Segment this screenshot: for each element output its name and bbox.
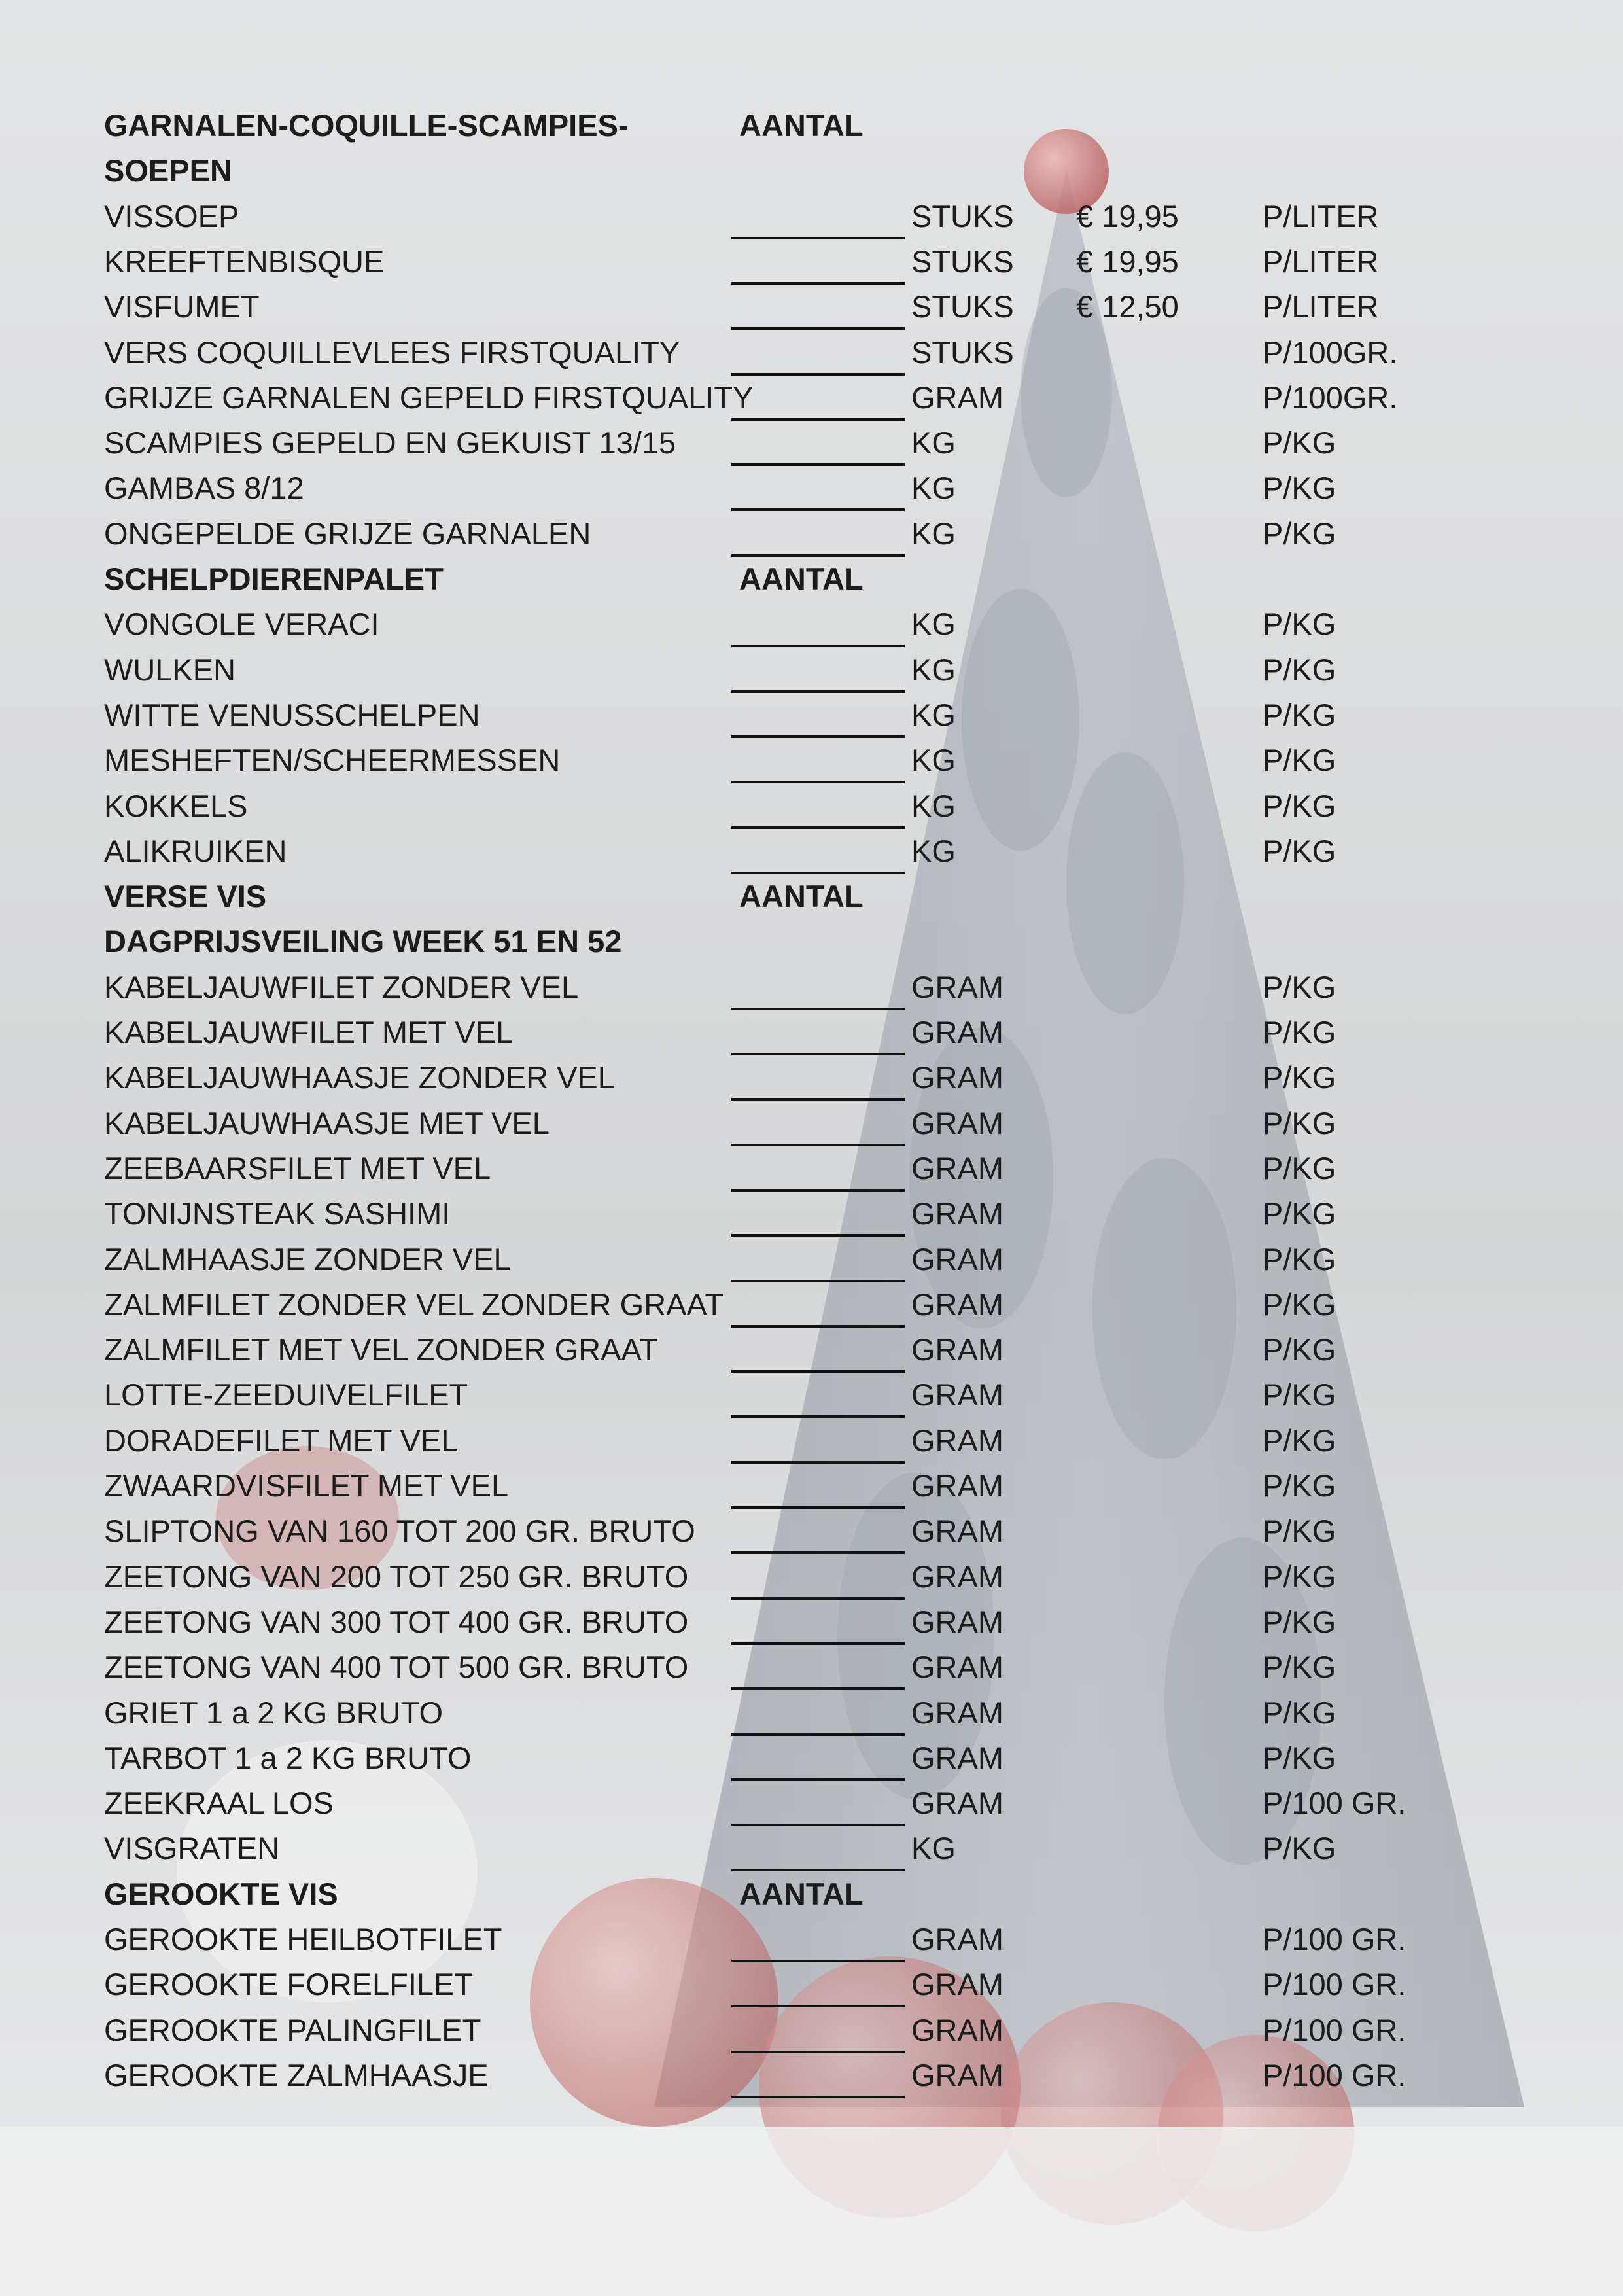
section-title: SCHELPDIERENPALET bbox=[104, 561, 444, 596]
product-unit: GRAM bbox=[911, 1695, 1003, 1730]
product-unit: STUKS bbox=[911, 289, 1014, 325]
product-name: MESHEFTEN/SCHEERMESSEN bbox=[104, 743, 561, 778]
price-per-unit: P/100 GR. bbox=[1263, 2057, 1406, 2093]
product-price: € 12,50 bbox=[1076, 289, 1179, 325]
product-unit: GRAM bbox=[911, 1015, 1003, 1050]
product-row bbox=[0, 1010, 1623, 1055]
product-name: WITTE VENUSSCHELPEN bbox=[104, 697, 480, 732]
price-per-unit: P/KG bbox=[1263, 788, 1336, 823]
section-title: SOEPEN bbox=[104, 153, 232, 188]
product-unit: KG bbox=[911, 833, 956, 868]
product-unit: GRAM bbox=[911, 1105, 1003, 1140]
product-row bbox=[0, 1237, 1623, 1282]
product-unit: GRAM bbox=[911, 1604, 1003, 1639]
product-row bbox=[0, 375, 1623, 420]
product-row bbox=[0, 1146, 1623, 1191]
product-row bbox=[0, 284, 1623, 329]
product-unit: GRAM bbox=[911, 1922, 1003, 1956]
section-title: VERSE VIS bbox=[104, 879, 267, 914]
product-row bbox=[0, 511, 1623, 556]
product-name: ZALMFILET ZONDER VEL ZONDER GRAAT bbox=[104, 1286, 724, 1322]
product-row bbox=[0, 1916, 1623, 1962]
price-per-unit: P/KG bbox=[1263, 652, 1336, 687]
section-header bbox=[0, 919, 1623, 964]
price-per-unit: P/100 GR. bbox=[1263, 2012, 1406, 2047]
quantity-header: AANTAL bbox=[739, 879, 864, 914]
product-name: SCAMPIES GEPELD EN GEKUIST 13/15 bbox=[104, 425, 676, 461]
price-per-unit: P/KG bbox=[1263, 1695, 1336, 1730]
product-price: € 19,95 bbox=[1076, 198, 1179, 234]
section-title: DAGPRIJSVEILING WEEK 51 EN 52 bbox=[104, 924, 622, 959]
product-unit: STUKS bbox=[911, 198, 1014, 234]
section-header bbox=[0, 1871, 1623, 1916]
price-per-unit: P/KG bbox=[1263, 1196, 1336, 1231]
product-unit: KG bbox=[911, 788, 956, 823]
price-per-unit: P/KG bbox=[1263, 697, 1336, 732]
product-unit: STUKS bbox=[911, 334, 1014, 370]
product-unit: GRAM bbox=[911, 2057, 1003, 2093]
product-name: TARBOT 1 a 2 KG BRUTO bbox=[104, 1740, 472, 1775]
price-per-unit: P/KG bbox=[1263, 470, 1336, 506]
product-unit: GRAM bbox=[911, 1196, 1003, 1231]
product-name: ZEEKRAAL LOS bbox=[104, 1786, 334, 1821]
price-per-unit: P/KG bbox=[1263, 1604, 1336, 1639]
section-header bbox=[0, 556, 1623, 601]
product-row bbox=[0, 692, 1623, 737]
product-name: KABELJAUWHAASJE MET VEL bbox=[104, 1105, 550, 1140]
price-per-unit: P/KG bbox=[1263, 425, 1336, 461]
product-unit: GRAM bbox=[911, 1332, 1003, 1368]
product-name: ZALMFILET MET VEL ZONDER GRAAT bbox=[104, 1332, 659, 1368]
quantity-header: AANTAL bbox=[739, 108, 864, 143]
product-unit: GRAM bbox=[911, 380, 1003, 415]
price-per-unit: P/KG bbox=[1263, 1422, 1336, 1458]
price-per-unit: P/LITER bbox=[1263, 198, 1379, 234]
product-row bbox=[0, 647, 1623, 692]
product-row bbox=[0, 964, 1623, 1010]
price-per-unit: P/KG bbox=[1263, 1105, 1336, 1140]
product-name: VISFUMET bbox=[104, 289, 260, 325]
price-per-unit: P/100GR. bbox=[1263, 380, 1398, 415]
product-row bbox=[0, 783, 1623, 828]
product-name: ZEEBAARSFILET MET VEL bbox=[104, 1150, 491, 1186]
product-row bbox=[0, 1735, 1623, 1780]
price-per-unit: P/KG bbox=[1263, 833, 1336, 868]
price-per-unit: P/KG bbox=[1263, 1468, 1336, 1503]
product-row bbox=[0, 1191, 1623, 1236]
product-name: GEROOKTE FORELFILET bbox=[104, 1967, 474, 2002]
product-row bbox=[0, 194, 1623, 239]
product-unit: KG bbox=[911, 516, 956, 551]
price-per-unit: P/KG bbox=[1263, 1015, 1336, 1050]
price-per-unit: P/LITER bbox=[1263, 289, 1379, 325]
product-unit: GRAM bbox=[911, 1559, 1003, 1594]
product-unit: KG bbox=[911, 697, 956, 732]
product-row bbox=[0, 737, 1623, 783]
product-name: VISSOEP bbox=[104, 198, 239, 234]
product-row bbox=[0, 239, 1623, 284]
product-name: KOKKELS bbox=[104, 788, 248, 823]
product-name: TONIJNSTEAK SASHIMI bbox=[104, 1196, 451, 1231]
product-name: GEROOKTE PALINGFILET bbox=[104, 2012, 481, 2047]
product-unit: KG bbox=[911, 743, 956, 778]
product-row bbox=[0, 601, 1623, 646]
product-row bbox=[0, 1780, 1623, 1826]
product-row bbox=[0, 2007, 1623, 2053]
quantity-input-line[interactable] bbox=[731, 2096, 905, 2098]
product-row bbox=[0, 420, 1623, 465]
price-per-unit: P/KG bbox=[1263, 1559, 1336, 1594]
section-title: GEROOKTE VIS bbox=[104, 1876, 338, 1911]
product-name: GEROOKTE ZALMHAASJE bbox=[104, 2057, 489, 2093]
product-unit: GRAM bbox=[911, 1286, 1003, 1322]
product-unit: GRAM bbox=[911, 1241, 1003, 1277]
section-title: GARNALEN-COQUILLE-SCAMPIES- bbox=[104, 108, 629, 143]
product-unit: KG bbox=[911, 1831, 956, 1866]
product-row bbox=[0, 1372, 1623, 1417]
product-name: LOTTE-ZEEDUIVELFILET bbox=[104, 1377, 468, 1413]
price-per-unit: P/100 GR. bbox=[1263, 1967, 1406, 2002]
price-per-unit: P/100GR. bbox=[1263, 334, 1398, 370]
product-row bbox=[0, 1826, 1623, 1871]
product-name: SLIPTONG VAN 160 TOT 200 GR. BRUTO bbox=[104, 1513, 695, 1549]
product-name: ZEETONG VAN 400 TOT 500 GR. BRUTO bbox=[104, 1650, 689, 1685]
product-unit: GRAM bbox=[911, 1150, 1003, 1186]
product-unit: GRAM bbox=[911, 1740, 1003, 1775]
product-name: GAMBAS 8/12 bbox=[104, 470, 304, 506]
product-unit: GRAM bbox=[911, 1786, 1003, 1821]
price-per-unit: P/KG bbox=[1263, 1650, 1336, 1685]
product-name: VONGOLE VERACI bbox=[104, 607, 379, 642]
product-unit: GRAM bbox=[911, 1468, 1003, 1503]
section-header bbox=[0, 103, 1623, 148]
product-name: ONGEPELDE GRIJZE GARNALEN bbox=[104, 516, 591, 551]
price-per-unit: P/KG bbox=[1263, 743, 1336, 778]
price-per-unit: P/KG bbox=[1263, 1150, 1336, 1186]
product-row bbox=[0, 1055, 1623, 1100]
product-name: KABELJAUWFILET ZONDER VEL bbox=[104, 969, 579, 1004]
product-row bbox=[0, 330, 1623, 375]
product-name: GRIJZE GARNALEN GEPELD FIRSTQUALITY bbox=[104, 380, 754, 415]
product-row bbox=[0, 2053, 1623, 2098]
product-row bbox=[0, 1101, 1623, 1146]
product-name: ZALMHAASJE ZONDER VEL bbox=[104, 1241, 511, 1277]
product-row bbox=[0, 1690, 1623, 1735]
price-per-unit: P/KG bbox=[1263, 607, 1336, 642]
product-row bbox=[0, 1508, 1623, 1553]
product-row bbox=[0, 465, 1623, 510]
product-name: VISGRATEN bbox=[104, 1831, 280, 1866]
quantity-header: AANTAL bbox=[739, 1876, 864, 1911]
product-unit: GRAM bbox=[911, 969, 1003, 1004]
price-per-unit: P/KG bbox=[1263, 1241, 1336, 1277]
product-row bbox=[0, 1962, 1623, 2007]
product-price: € 19,95 bbox=[1076, 243, 1179, 279]
price-per-unit: P/KG bbox=[1263, 516, 1336, 551]
product-unit: KG bbox=[911, 652, 956, 687]
section-header bbox=[0, 874, 1623, 919]
price-per-unit: P/KG bbox=[1263, 1513, 1336, 1549]
price-per-unit: P/KG bbox=[1263, 969, 1336, 1004]
product-name: ZEETONG VAN 200 TOT 250 GR. BRUTO bbox=[104, 1559, 689, 1594]
product-row bbox=[0, 1463, 1623, 1508]
product-name: WULKEN bbox=[104, 652, 236, 687]
product-row bbox=[0, 1282, 1623, 1327]
price-per-unit: P/KG bbox=[1263, 1060, 1336, 1095]
product-name: GEROOKTE HEILBOTFILET bbox=[104, 1922, 502, 1956]
product-unit: GRAM bbox=[911, 2012, 1003, 2047]
product-row bbox=[0, 1327, 1623, 1372]
price-per-unit: P/KG bbox=[1263, 1332, 1336, 1368]
product-unit: STUKS bbox=[911, 243, 1014, 279]
product-row bbox=[0, 1554, 1623, 1599]
product-unit: GRAM bbox=[911, 1967, 1003, 2002]
product-unit: KG bbox=[911, 425, 956, 461]
product-unit: KG bbox=[911, 470, 956, 506]
quantity-header: AANTAL bbox=[739, 561, 864, 596]
product-name: DORADEFILET MET VEL bbox=[104, 1422, 459, 1458]
product-unit: GRAM bbox=[911, 1377, 1003, 1413]
product-row bbox=[0, 1644, 1623, 1689]
product-row bbox=[0, 1418, 1623, 1463]
product-name: KABELJAUWHAASJE ZONDER VEL bbox=[104, 1060, 615, 1095]
price-per-unit: P/LITER bbox=[1263, 243, 1379, 279]
product-unit: GRAM bbox=[911, 1060, 1003, 1095]
price-per-unit: P/KG bbox=[1263, 1286, 1336, 1322]
product-unit: GRAM bbox=[911, 1650, 1003, 1685]
product-name: GRIET 1 a 2 KG BRUTO bbox=[104, 1695, 444, 1730]
price-per-unit: P/KG bbox=[1263, 1377, 1336, 1413]
product-name: VERS COQUILLEVLEES FIRSTQUALITY bbox=[104, 334, 680, 370]
section-header bbox=[0, 148, 1623, 193]
product-name: KREEFTENBISQUE bbox=[104, 243, 385, 279]
product-row bbox=[0, 1599, 1623, 1644]
price-per-unit: P/KG bbox=[1263, 1740, 1336, 1775]
product-row bbox=[0, 828, 1623, 874]
product-name: ALIKRUIKEN bbox=[104, 833, 287, 868]
price-per-unit: P/KG bbox=[1263, 1831, 1336, 1866]
price-per-unit: P/100 GR. bbox=[1263, 1786, 1406, 1821]
product-unit: KG bbox=[911, 607, 956, 642]
product-name: ZEETONG VAN 300 TOT 400 GR. BRUTO bbox=[104, 1604, 689, 1639]
product-unit: GRAM bbox=[911, 1513, 1003, 1549]
product-name: KABELJAUWFILET MET VEL bbox=[104, 1015, 514, 1050]
price-per-unit: P/100 GR. bbox=[1263, 1922, 1406, 1956]
product-name: ZWAARDVISFILET MET VEL bbox=[104, 1468, 509, 1503]
product-unit: GRAM bbox=[911, 1422, 1003, 1458]
